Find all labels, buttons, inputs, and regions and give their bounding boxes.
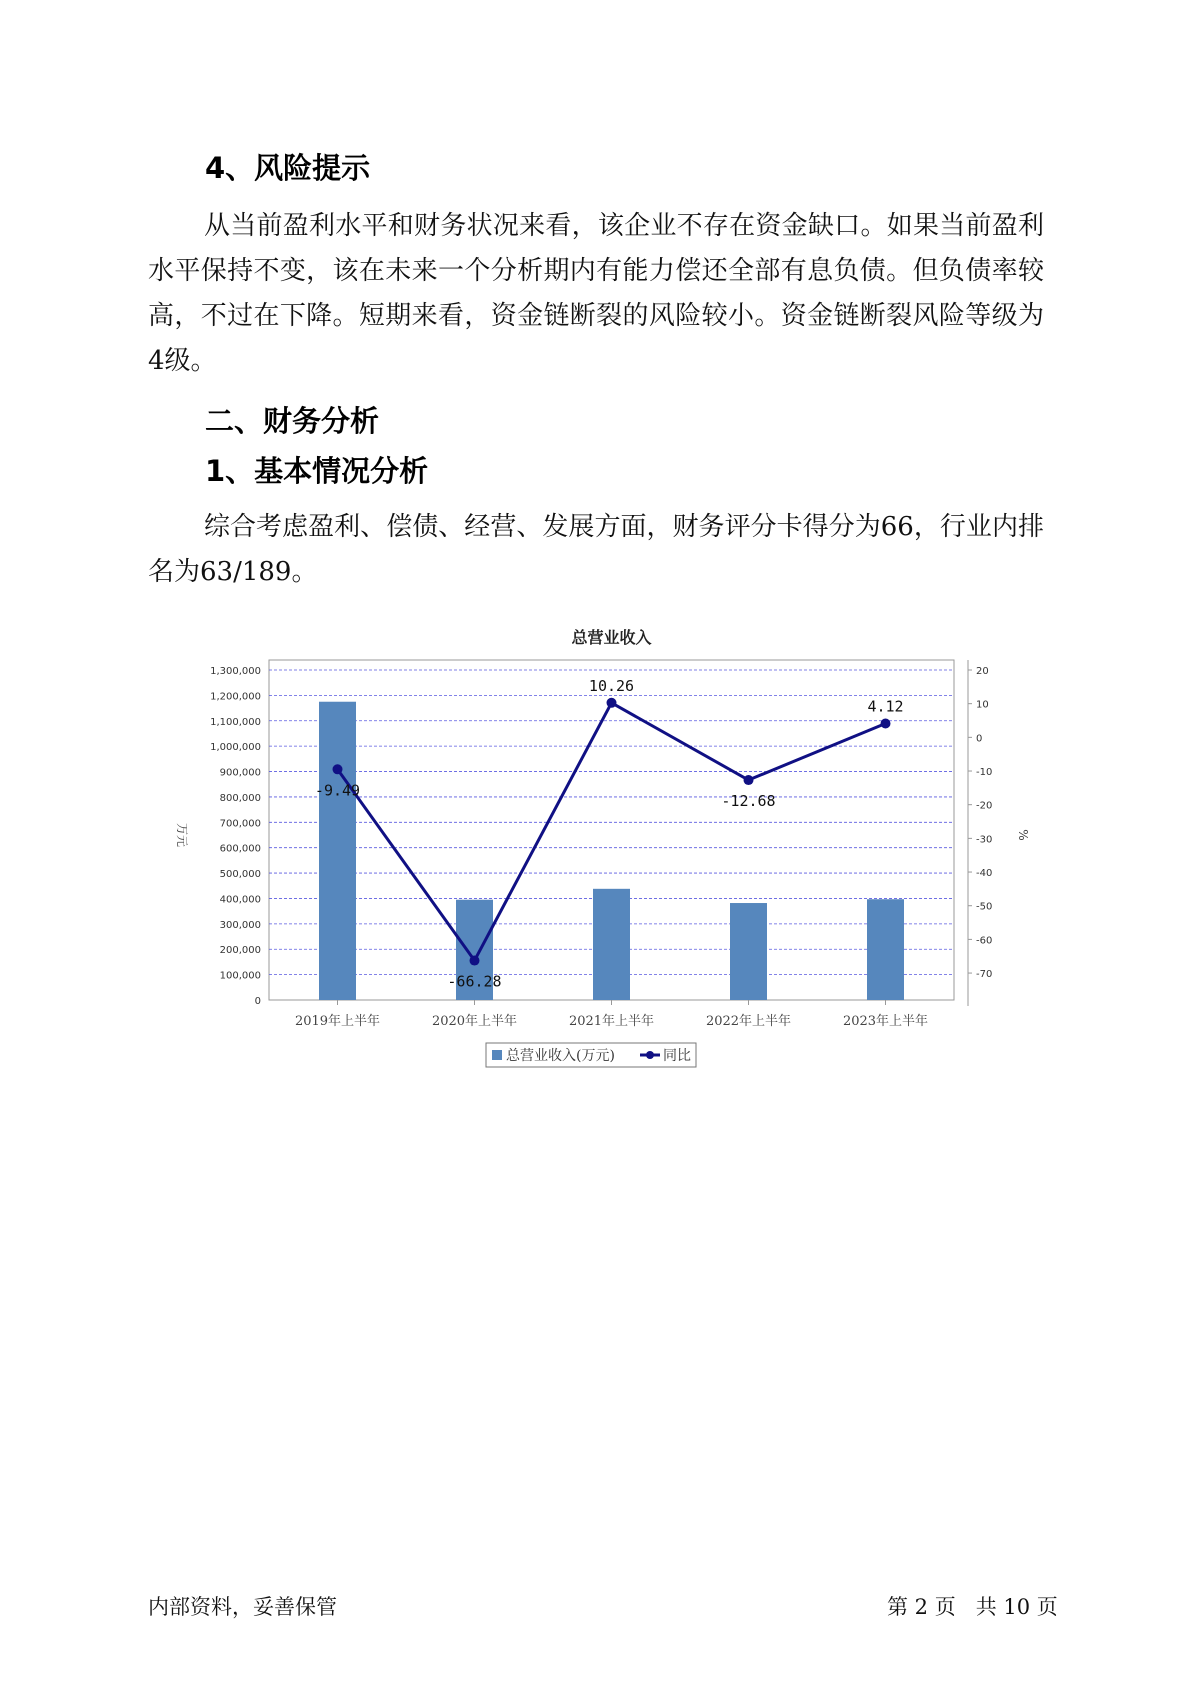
y2-axis-label: % [1016, 829, 1030, 841]
yoy-point [881, 718, 891, 728]
yoy-point [333, 764, 343, 774]
page-number: 第 2 页 共 10 页 [887, 1595, 1058, 1619]
y2-tick-label: 0 [976, 733, 983, 745]
revenue-bar [730, 903, 767, 1000]
y2-tick-label: -40 [976, 868, 993, 880]
y2-tick-label: -70 [976, 969, 993, 981]
y-tick-label: 1,000,000 [210, 742, 261, 754]
y-tick-label: 200,000 [219, 945, 261, 957]
legend-line-marker [646, 1051, 654, 1059]
y-tick-label: 600,000 [219, 843, 261, 855]
legend-bar-swatch [492, 1050, 502, 1060]
yoy-data-label: -9.49 [314, 781, 361, 800]
revenue-bar [867, 899, 904, 1000]
y2-tick-label: -60 [976, 935, 993, 947]
y-tick-label: 1,300,000 [210, 666, 261, 677]
yoy-data-label: 10.26 [588, 676, 635, 695]
yoy-data-label: 4.12 [867, 697, 904, 716]
y-tick-label: 300,000 [219, 919, 261, 931]
chart-title: 总营业收入 [571, 628, 652, 647]
y-tick-label: 1,200,000 [210, 691, 261, 703]
y2-tick-label: -10 [976, 767, 993, 779]
y2-tick-label: 20 [976, 666, 989, 677]
x-tick-label: 2022年上半年 [705, 1014, 792, 1029]
yoy-point [744, 775, 754, 785]
yoy-data-label: -12.68 [721, 792, 776, 811]
revenue-bar [319, 702, 356, 1000]
x-tick-label: 2019年上半年 [294, 1014, 381, 1029]
y2-tick-label: -20 [976, 800, 993, 812]
y-tick-label: 700,000 [219, 818, 261, 830]
basic-paragraph: 综合考虑盈利、偿债、经营、发展方面，财务评分卡得分为66，行业内排名为63/189。 [148, 512, 1044, 587]
footer-confidential: 内部资料，妥善保管 [148, 1595, 337, 1619]
basic-heading: 1、基本情况分析 [205, 454, 429, 488]
legend-bar-label: 总营业收入(万元) [506, 1048, 615, 1064]
y2-tick-label: 10 [976, 699, 989, 711]
y-axis-label: 万元 [175, 822, 189, 848]
x-tick-label: 2023年上半年 [842, 1014, 929, 1029]
y-tick-label: 500,000 [219, 869, 261, 881]
x-tick-label: 2020年上半年 [431, 1014, 518, 1029]
yoy-data-label: -66.28 [447, 972, 502, 991]
revenue-bar [593, 889, 630, 1000]
x-tick-label: 2021年上半年 [568, 1014, 655, 1029]
y2-tick-label: -50 [976, 901, 993, 913]
legend-line-label: 同比 [663, 1048, 691, 1064]
y-tick-label: 100,000 [219, 970, 261, 982]
y-tick-label: 400,000 [219, 894, 261, 906]
revenue-chart [170, 610, 1030, 1072]
y-tick-label: 0 [254, 996, 261, 1007]
y-tick-label: 1,100,000 [210, 716, 261, 728]
finance-heading: 二、财务分析 [205, 404, 380, 438]
y-tick-label: 800,000 [219, 792, 261, 804]
y-tick-label: 900,000 [219, 767, 261, 779]
risk-paragraph: 从当前盈利水平和财务状况来看，该企业不存在资金缺口。如果当前盈利水平保持不变，该在未来一个分析期内有能力偿还全部有息负债。但负债率较高，不过在下降。短期来看，资金链断裂的风险较小。资金链断裂风险等级为4级。 [148, 211, 1044, 376]
yoy-point [470, 956, 480, 966]
y2-tick-label: -30 [976, 834, 993, 846]
risk-heading: 4、风险提示 [205, 151, 371, 185]
yoy-point [607, 698, 617, 708]
